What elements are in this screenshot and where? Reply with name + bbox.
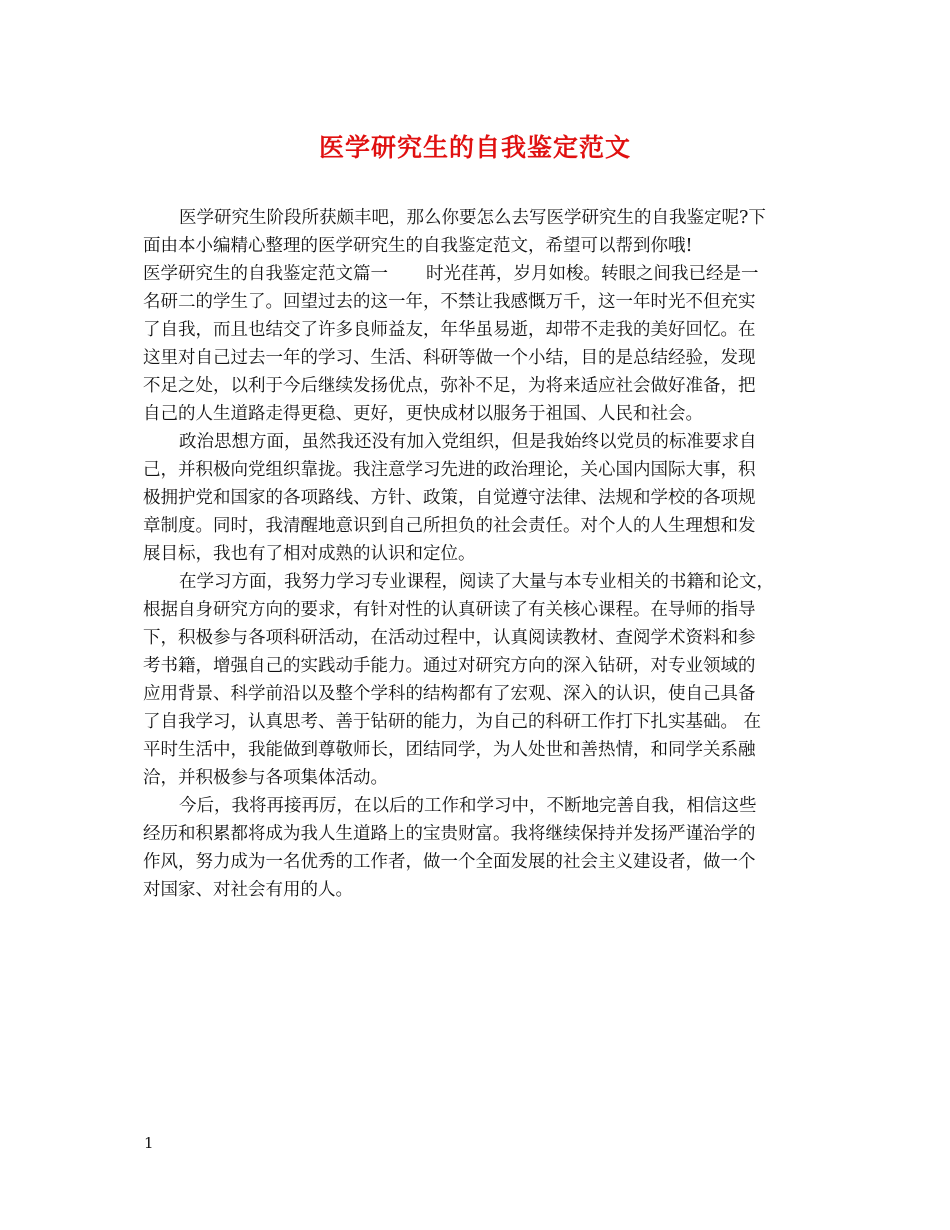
- essay-heading: 医学研究生的自我鉴定范文篇一: [143, 264, 388, 284]
- paragraph2-line-4: 章制度。同时，我清醒地意识到自己所担负的社会责任。对个人的人生理想和发: [143, 516, 756, 536]
- paragraph1-line-2: 名研二的学生了。回望过去的这一年，不禁让我感慨万千，这一年时光不但充实: [143, 292, 756, 312]
- paragraph3-line-5: 应用背景、科学前沿以及整个学科的结构都有了宏观、深入的认识，使自己具备: [143, 684, 756, 704]
- paragraph4-line-4: 对国家、对社会有用的人。: [143, 880, 353, 900]
- paragraph2-line-1: 政治思想方面，虽然我还没有加入党组织，但是我始终以党员的标准要求自: [179, 432, 757, 452]
- page-number: 1: [144, 1134, 154, 1152]
- paragraph4-line-2: 经历和积累都将成为我人生道路上的宝贵财富。我将继续保持并发扬严谨治学的: [143, 824, 756, 844]
- intro-line-2: 面由本小编精心整理的医学研究生的自我鉴定范文，希望可以帮到你哦!: [143, 236, 693, 256]
- paragraph3-line-1: 在学习方面，我努力学习专业课程，阅读了大量与本专业相关的书籍和论文，: [179, 572, 774, 592]
- paragraph3-line-2: 根据自身研究方向的要求，有针对性的认真研读了有关核心课程。在导师的指导: [143, 600, 756, 620]
- document-body: [143, 204, 821, 904]
- paragraph2-line-5: 展目标，我也有了相对成熟的认识和定位。: [143, 544, 476, 564]
- paragraph1-line-5: 不足之处，以利于今后继续发扬优点，弥补不足，为将来适应社会做好准备，把: [143, 376, 756, 396]
- paragraph1-line-1: 时光荏苒，岁月如梭。转眼之间我已经是一: [426, 264, 759, 284]
- paragraph1-line-6: 自己的人生道路走得更稳、更好，更快成材以服务于祖国、人民和社会。: [143, 404, 703, 424]
- paragraph1-line-4: 这里对自己过去一年的学习、生活、科研等做一个小结，目的是总结经验，发现: [143, 348, 756, 368]
- essay-heading-line: [143, 260, 821, 288]
- paragraph1-line-3: 了自我，而且也结交了许多良师益友，年华虽易逝，却带不走我的美好回忆。在: [143, 320, 756, 340]
- paragraph2-line-3: 极拥护党和国家的各项路线、方针、政策，自觉遵守法律、法规和学校的各项规: [143, 488, 756, 508]
- document-title: 医学研究生的自我鉴定范文: [318, 133, 631, 162]
- paragraph3-line-6: 了自我学习，认真思考、善于钻研的能力，为自己的科研工作打下扎实基础。 在: [143, 712, 762, 732]
- intro-line-1: 医学研究生阶段所获颇丰吧，那么你要怎么去写医学研究生的自我鉴定呢?下: [179, 208, 766, 228]
- paragraph3-line-8: 洽，并积极参与各项集体活动。: [143, 768, 388, 788]
- paragraph3-line-3: 下，积极参与各项科研活动，在活动过程中，认真阅读教材、查阅学术资料和参: [143, 628, 756, 648]
- paragraph2-line-2: 己，并积极向党组织靠拢。我注意学习先进的政治理论，关心国内国际大事，积: [143, 460, 756, 480]
- paragraph3-line-7: 平时生活中，我能做到尊敬师长，团结同学，为人处世和善热情，和同学关系融: [143, 740, 756, 760]
- paragraph4-line-1: 今后，我将再接再厉，在以后的工作和学习中，不断地完善自我，相信这些: [179, 796, 757, 816]
- paragraph3-line-4: 考书籍，增强自己的实践动手能力。通过对研究方向的深入钻研，对专业领域的: [143, 656, 756, 676]
- paragraph4-line-3: 作风，努力成为一名优秀的工作者，做一个全面发展的社会主义建设者，做一个: [143, 852, 756, 872]
